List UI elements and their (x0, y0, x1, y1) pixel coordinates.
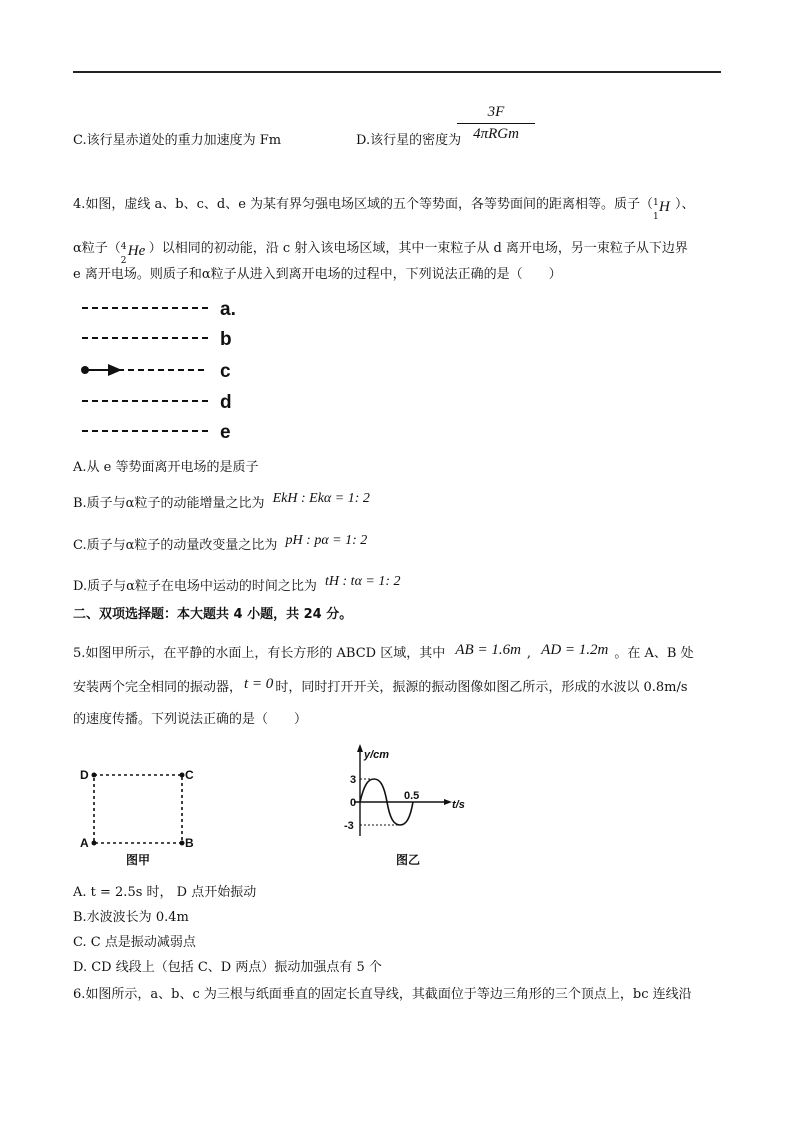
arrow-head-icon (108, 364, 122, 376)
abcd-region (94, 775, 182, 843)
q5-t0: t = 0 (244, 676, 274, 692)
q5-option-d: D. CD 线段上（包括 C、D 两点）振动加强点有 5 个 (73, 960, 382, 975)
q4-stem-line2-prefix: α粒子（ (73, 241, 121, 256)
q5-line1: 5.如图甲所示，在平静的水面上，有长方形的 ABCD 区域，其中 AB = 1.6m , AD = 1.2m 。在 A、B 处 (73, 642, 694, 661)
q4-stem-line1 (73, 196, 695, 222)
point-d (92, 773, 97, 778)
section-heading: 二、双项选择题：本大题共 4 小题，共 24 分。 (73, 607, 353, 622)
q5-line2 (73, 678, 688, 697)
y-axis-arrow-icon (357, 744, 363, 752)
q5-option-b: B.水波波长为 0.4m (73, 910, 189, 925)
q5-line1-prefix: 5.如图甲所示，在平静的水面上，有长方形的 ABCD 区域，其中 (73, 646, 446, 661)
corner-label-c: C (185, 768, 194, 782)
q5-line1-suffix: 。在 A、B 处 (614, 646, 694, 661)
q4-stem-line1-end: ）、 (675, 197, 695, 212)
q4-option-c-text: C.质子与α粒子的动量改变量之比为 (73, 538, 278, 553)
q4-option-c (73, 533, 368, 555)
q4-stem-line3: e 离开电场。则质子和α粒子从进入到离开电场的过程中，下列说法正确的是（ ） (73, 267, 562, 282)
figure-yi-caption: 图乙 (396, 853, 421, 867)
q5-ad-length: AD = 1.2m (541, 642, 609, 658)
proton-charge-number: 1 (653, 212, 659, 222)
q4-stem-line2-rest: ）以相同的初动能，沿 c 射入该电场区域，其中一束粒子从 d 离开电场，另一束粒子从下边界 (148, 241, 688, 256)
label-b: b (220, 329, 232, 350)
q3-density-formula (453, 102, 539, 143)
q4-option-d-text: D.质子与α粒子在电场中运动的时间之比为 (73, 579, 317, 594)
q4-stem-line2 (73, 240, 688, 266)
formula-numerator: 3F (487, 104, 505, 120)
point-a (92, 841, 97, 846)
proton-mass-number: 1 (653, 198, 659, 208)
q4-option-c-formula: pH : pα = 1: 2 (285, 533, 368, 548)
q5-line2-suffix: 时，同时打开开关，振源的振动图像如图乙所示，形成的水波以 0.8m/s (275, 680, 688, 695)
tick-negative: -3 (344, 820, 354, 832)
q4-option-b-formula: EkH : Ekα = 1: 2 (272, 491, 370, 506)
point-c (180, 773, 185, 778)
label-c: c (220, 361, 231, 382)
equipotential-figure (78, 295, 248, 445)
corner-label-a: A (80, 836, 89, 850)
proton-symbol: H (659, 199, 670, 215)
label-e: e (220, 422, 231, 443)
q3-option-c: C.该行星赤道处的重力加速度为 Fm (73, 133, 282, 148)
alpha-mass-number: 4 (120, 242, 127, 252)
q4-option-d-formula: tH : tα = 1: 2 (325, 574, 401, 589)
q5-option-c: C. C 点是振动减弱点 (73, 935, 196, 950)
x-tick-label: 0.5 (404, 790, 420, 802)
origin-label: 0 (350, 797, 357, 809)
header-rule (73, 71, 721, 73)
q4-option-b-text: B.质子与α粒子的动能增量之比为 (73, 496, 265, 511)
q5-option-a: A. t = 2.5s 时， D 点开始振动 (73, 885, 257, 900)
corner-label-b: B (185, 836, 194, 850)
x-axis-arrow-icon (444, 799, 452, 805)
q5-line2-prefix: 安装两个完全相同的振动器， (73, 680, 243, 695)
label-d: d (220, 392, 232, 413)
fraction-bar (457, 123, 535, 124)
q4-stem-text: 4.如图，虚线 a、b、c、d、e 为某有界匀强电场区域的五个等势面，各等势面间的距离相等。质子（ (73, 197, 654, 212)
q6-line1: 6.如图所示，a、b、c 为三根与纸面垂直的固定长直导线，其截面位于等边三角形的三个顶点上，bc 连线沿 (73, 987, 692, 1002)
alpha-charge-number: 2 (120, 256, 127, 266)
q4-option-d (73, 574, 401, 596)
q5-line3: 的速度传播。下列说法正确的是（ ） (73, 712, 308, 727)
q5-ab-length: AB = 1.6m (455, 642, 521, 658)
q3-option-d-label: D.该行星的密度为 (356, 133, 462, 148)
formula-denominator: 4πRGm (473, 126, 519, 142)
y-axis-label: y/cm (364, 749, 390, 761)
corner-label-d: D (80, 768, 89, 782)
figure-jia-rectangle (74, 758, 214, 870)
point-b (180, 841, 185, 846)
tick-positive: 3 (350, 774, 357, 786)
q4-option-b (73, 491, 370, 513)
q4-option-a: A.从 e 等势面离开电场的是质子 (73, 460, 259, 475)
figure-yi-vibration-graph (336, 740, 476, 870)
x-axis-label: t/s (452, 799, 465, 811)
label-a: a. (220, 299, 236, 320)
figure-jia-caption: 图甲 (126, 853, 151, 867)
alpha-symbol: He (127, 243, 146, 259)
